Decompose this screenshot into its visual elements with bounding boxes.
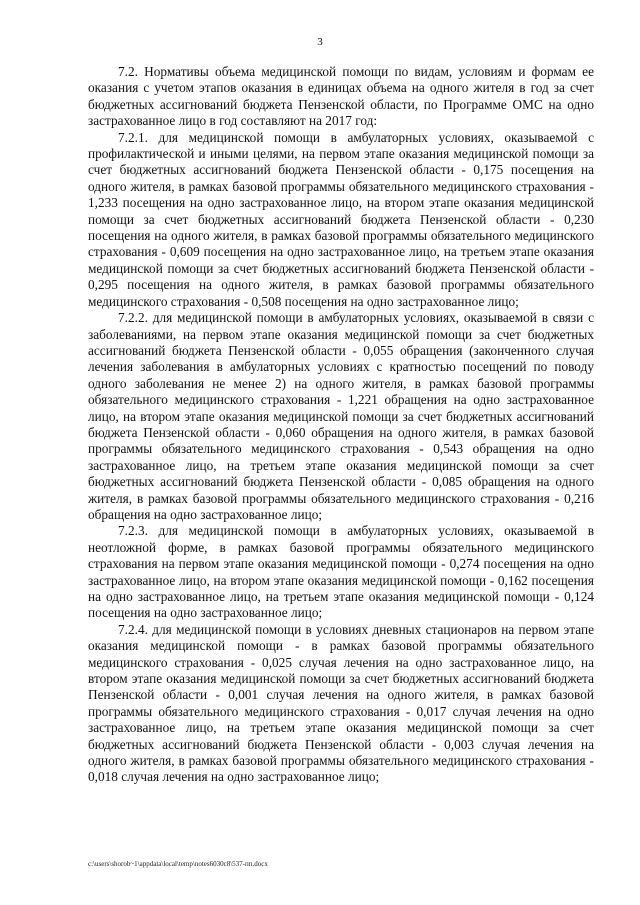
paragraph-7-2-3: 7.2.3. для медицинской помощи в амбулаторных условиях, оказываемой в неотложной форме, в рамках базовой программы обязательного медицинского страхования на первом этапе оказания медицинской помощи - 0,274 посещения на одно застрахованное лицо, на втором этапе оказания медицинской помощи - 0,162 посещения на одно застрахованное лицо, на третьем этапе оказания медицинской помощи - 0,124 посещения на одно застрахованное лицо;: [88, 523, 594, 621]
paragraph-7-2-4: 7.2.4. для медицинской помощи в условиях дневных стационаров на первом этапе оказания медицинской помощи - в рамках базовой программы обязательного медицинского страхования - 0,025 случая лечения на одно застрахованное лицо, на втором этапе оказания медицинской помощи за счет бюджетных ассигнований бюджета Пензенской области - 0,001 случая лечения на одного жителя, в рамках базовой программы обязательного медицинского страхования - 0,017 случая лечения на одно застрахованное лицо, на третьем этапе оказания медицинской помощи за счет бюджетных ассигнований бюджета Пензенской области - 0,003 случая лечения на одного жителя, в рамках базовой программы обязательного медицинского страхования - 0,018 случая лечения на одно застрахованное лицо;: [88, 621, 594, 785]
page-number: 3: [317, 36, 323, 48]
footer-file-path: c:\users\shorob~1\appdata\local\temp\notes6030c8\537-пп.docx: [88, 860, 268, 868]
paragraph-7-2-1: 7.2.1. для медицинской помощи в амбулаторных условиях, оказываемой с профилактической и иными целями, на первом этапе оказания медицинской помощи за счет бюджетных ассигнований бюджета Пензенской области - 0,175 посещения на одного жителя, в рамках базовой программы обязательного медицинского страхования - 1,233 посещения на одно застрахованное лицо, на втором этапе оказания медицинской помощи за счет бюджетных ассигнований бюджета Пензенской области - 0,230 посещения на одного жителя, в рамках базовой программы обязательного медицинского страхования - 0,609 посещения на одно застрахованное лицо, на третьем этапе оказания медицинской помощи за счет бюджетных ассигнований бюджета Пензенской области - 0,295 посещения на одного жителя, в рамках базовой программы обязательного медицинского страхования - 0,508 посещения на одно застрахованное лицо;: [88, 129, 594, 309]
paragraph-7-2: 7.2. Нормативы объема медицинской помощи по видам, условиям и формам ее оказания с учетом этапов оказания в единицах объема на одного жителя в год за счет бюджетных ассигнований бюджета Пензенской области, по Программе ОМС на одно застрахованное лицо в год составляют на 2017 год:: [88, 64, 594, 129]
paragraph-7-2-2: 7.2.2. для медицинской помощи в амбулаторных условиях, оказываемой в связи с заболеваниями, на первом этапе оказания медицинской помощи за счет бюджетных ассигнований бюджета Пензенской области - 0,055 обращения (законченного случая лечения заболевания в амбулаторных условиях с кратностью посещений по поводу одного заболевания не менее 2) на одного жителя, в рамках базовой программы обязательного медицинского страхования - 1,221 обращения на одно застрахованное лицо, на втором этапе оказания медицинской помощи за счет бюджетных ассигнований бюджета Пензенской области - 0,060 обращения на одного жителя, в рамках базовой программы обязательного медицинского страхования - 0,543 обращения на одно застрахованное лицо, на третьем этапе оказания медицинской помощи за счет бюджетных ассигнований бюджета Пензенской области - 0,085 обращения на одного жителя, в рамках базовой программы обязательного медицинского страхования - 0,216 обращения на одно застрахованное лицо;: [88, 310, 594, 522]
document-body: [88, 64, 594, 786]
